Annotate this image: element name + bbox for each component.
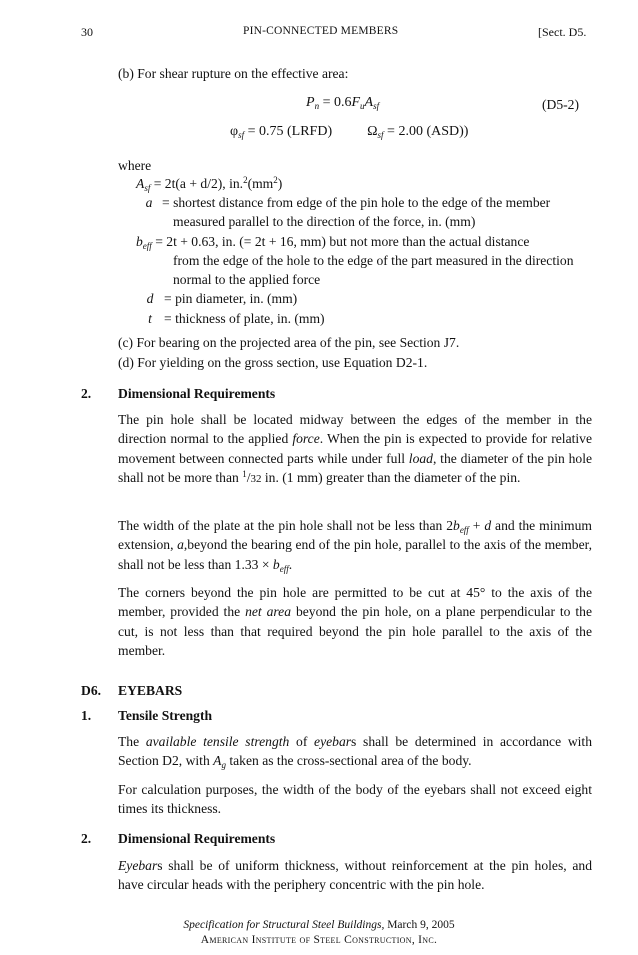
- item-c: (c) For bearing on the projected area of the pin, see Section J7.: [118, 335, 460, 350]
- section-2b-number: 2.: [81, 831, 92, 846]
- item-d: (d) For yielding on the gross section, use Equation D2-1.: [118, 355, 428, 370]
- def-asf: $A_{sf} = 2t(a + d/2)$, $in.^2(mm^2)$: [136, 175, 283, 193]
- def-beff-cont-1: from the edge of the hole to the edge of the part measured in the direction: [173, 253, 574, 268]
- resistance-factors: $\varphi_{sf} = 0.75$ (LRFD) $\Omega_{sf} = 2.00$ (ASD)): [230, 124, 469, 140]
- section-2-paragraph-3: The corners beyond the pin hole are permitted to be cut at 45° to the axis of the member, provided the net area beyond the pin hole, on a plane perpendicular to the cut, is not less than that required beyond the pin hole parallel to the axis of the member.: [118, 585, 592, 659]
- shear-intro: (b) For shear rupture on the effective area:: [118, 66, 349, 81]
- def-beff-cont-2: normal to the applied force: [173, 272, 321, 287]
- section-1-number: 1.: [81, 708, 92, 723]
- def-a: a = shortest distance from edge of the pin hole to the edge of the member: [145, 195, 551, 210]
- equation-label: (D5-2): [542, 97, 579, 112]
- def-a-cont: measured parallel to the direction of the force, in. (mm): [173, 214, 476, 229]
- running-title: PIN-CONNECTED MEMBERS: [243, 25, 399, 37]
- equation-d5-2: $P_n = 0.6F_uA_{sf}$: [306, 95, 380, 111]
- footer-line-2: American Institute of Steel Construction, Inc.: [200, 934, 438, 946]
- section-1-paragraph-1: The available tensile strength of eyebars shall be determined in accordance with Section D2, with $A_g$ taken as the cross-sectional area of the body.: [118, 734, 592, 771]
- asd-value: = 2.00 (ASD): [387, 124, 464, 139]
- section-2-title: Dimensional Requirements: [118, 386, 276, 401]
- section-2-paragraph-2: The width of the plate at the pin hole shall not be less than $2b_{eff} + d$ and the minimum extension, a,beyond the bearing end of the pin hole, parallel to the axis of the member, shall not be less than $1.33 \times b_{eff}$.: [118, 518, 592, 574]
- footer-line-1: Specification for Structural Steel Buildings, March 9, 2005: [183, 919, 455, 931]
- section-1-paragraph-2: For calculation purposes, the width of the body of the eyebars shall not exceed eight times its thickness.: [118, 782, 592, 817]
- section-2b-paragraph-1: Eyebars shall be of uniform thickness, without reinforcement at the pin holes, and have circular heads with the periphery concentric with the pin hole.: [118, 858, 592, 893]
- def-t: t = thickness of plate, in. (mm): [148, 311, 325, 326]
- def-beff: $b_{eff} = 2t + 0.63$, in. (= 2t + 16, mm) but not more than the actual distance: [136, 234, 530, 251]
- section-2-paragraph-1: The pin hole shall be located midway between the edges of the member in the direction normal to the applied force. When the pin is expected to provide for relative movement between connected parts while under full load, the diameter of the pin hole shall not be more than $^1$/32 in. (1 mm) greater than the diameter of the pin.: [118, 412, 593, 486]
- lrfd-value: = 0.75 (LRFD): [247, 124, 333, 139]
- section-d6-number: D6.: [81, 683, 102, 698]
- section-d6-title: EYEBARS: [118, 683, 183, 698]
- page-number: 30: [81, 25, 93, 39]
- omega-symbol: $\Omega_{sf}$: [367, 124, 384, 140]
- where-label: where: [118, 158, 152, 173]
- section-ref: [Sect. D5.: [538, 25, 587, 39]
- section-2b-title: Dimensional Requirements: [118, 831, 276, 846]
- def-d: d = pin diameter, in. (mm): [146, 291, 298, 306]
- section-2-number: 2.: [81, 386, 92, 401]
- section-1-title: Tensile Strength: [118, 708, 213, 723]
- phi-symbol: $\varphi_{sf}$: [230, 124, 245, 140]
